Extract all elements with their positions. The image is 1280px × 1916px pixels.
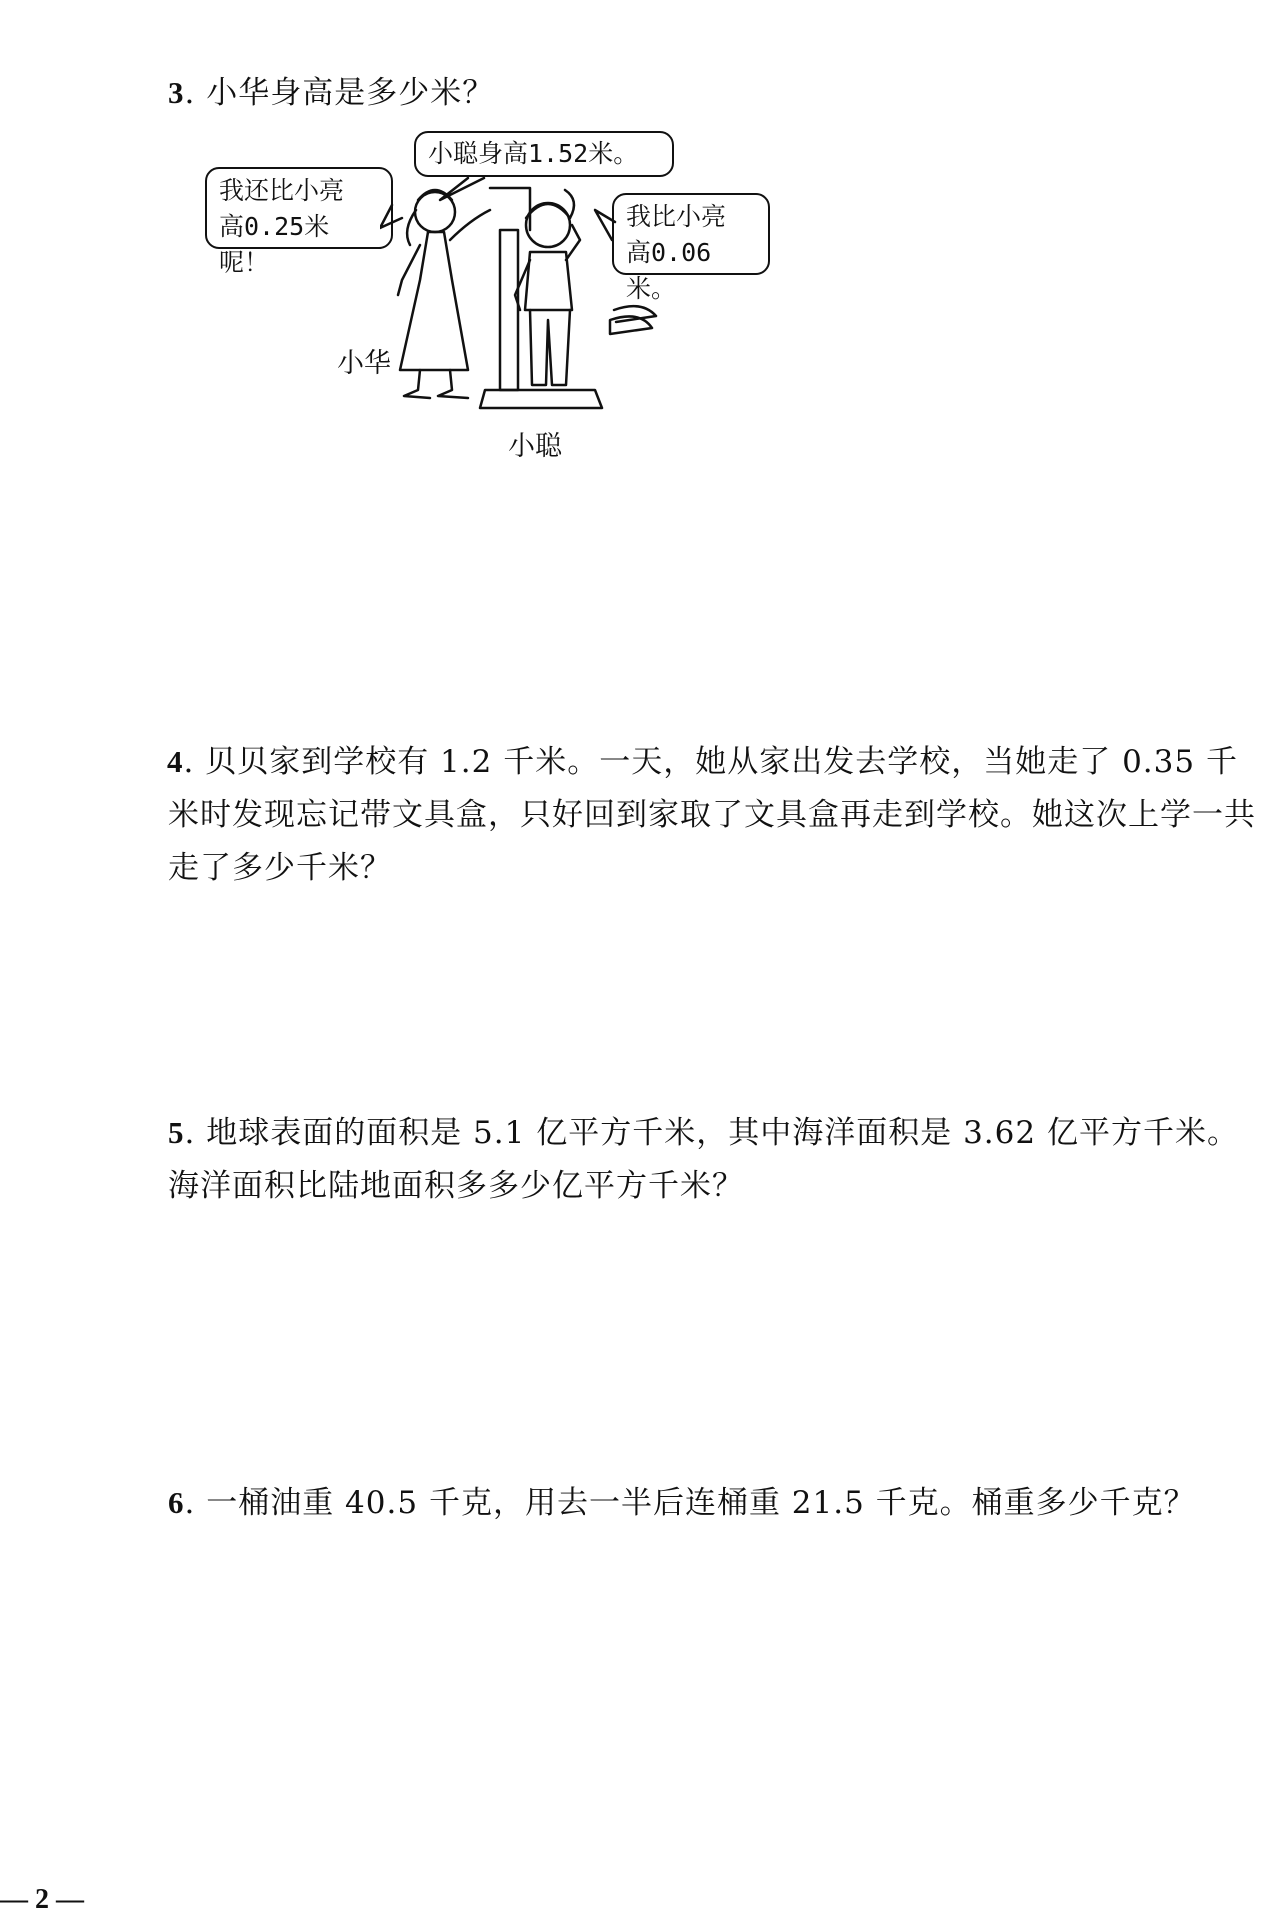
label-xiaohua: 小华: [337, 348, 391, 379]
speech-bubble-xiaocong-height: 小聪身高1.52米。: [414, 131, 674, 177]
speech-bubble-xiaocong: 我比小亮 高0.06米。: [612, 193, 770, 275]
question-text: . 小华身高是多少米？: [184, 75, 495, 111]
speech-bubble-xiaohua: 我还比小亮 高0.25米呢！: [205, 167, 393, 249]
question-4: [168, 735, 1258, 895]
question-text: . 贝贝家到学校有 1.2 千米。一天，她从家出发去学校，当她走了 0.35 千米时发现忘记带文具盒，只好回到家取了文具盒再走到学校。她这次上学一共走了多少千米？: [168, 744, 1256, 886]
question-number: 5: [168, 1115, 185, 1150]
question-text: . 一桶油重 40.5 千克，用去一半后连桶重 21.5 千克。桶重多少千克？: [184, 1485, 1196, 1521]
question-number: 4: [167, 744, 184, 779]
question-number: 6: [168, 1485, 185, 1520]
page-number: — 2 —: [0, 1884, 84, 1915]
question-5: [168, 1106, 1258, 1213]
label-xiaocong: 小聪: [508, 431, 562, 462]
question-3: [168, 66, 1258, 120]
question-number: 3: [168, 75, 185, 110]
question-text: . 地球表面的面积是 5.1 亿平方千米，其中海洋面积是 3.62 亿平方千米。海洋面积比陆地面积多多少亿平方千米？: [168, 1115, 1239, 1204]
children-measuring-height-picture: [380, 170, 680, 420]
question-6: [168, 1476, 1258, 1530]
